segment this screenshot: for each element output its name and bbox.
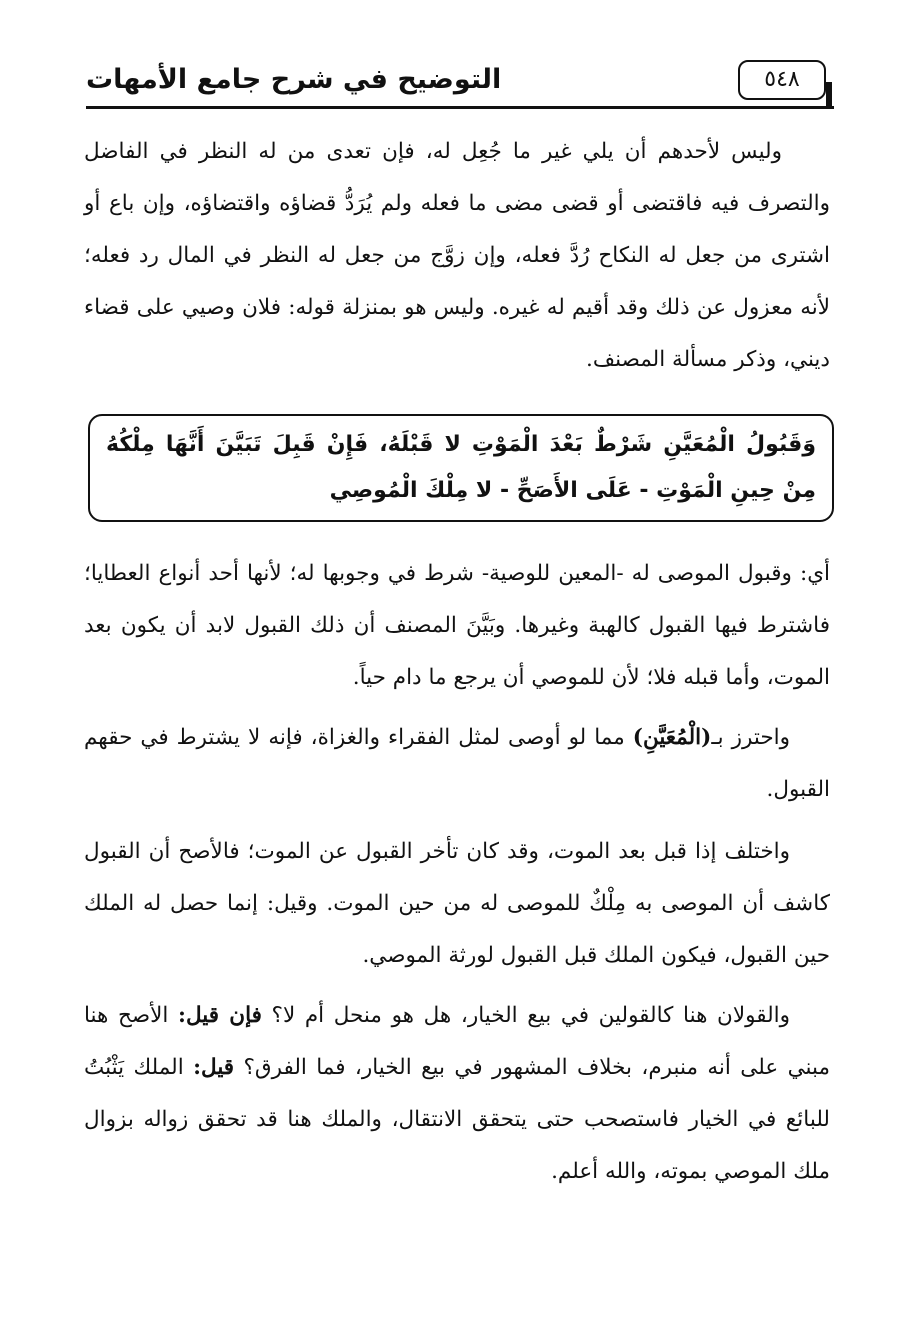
paragraph-5 — [84, 990, 830, 1198]
paragraph-3-lead: واحترز بـ — [711, 725, 790, 750]
paragraph-5-part-c: الملك يَثْبُتُ للبائع في الخيار فاستصحب حتى يتحقق الانتقال، والملك هنا قد تحقق زواله بزوال ملك الموصي بموته، والله أعلم. — [84, 1055, 830, 1184]
page-number-ornament — [826, 82, 832, 106]
matn-box — [88, 414, 834, 522]
answer-marker: قيل: — [193, 1055, 235, 1080]
header-rule — [86, 106, 834, 109]
quoted-term: (الْمُعَيَّنِ) — [632, 725, 712, 750]
paragraph-4: واختلف إذا قبل بعد الموت، وقد كان تأخر القبول عن الموت؛ فالأصح أن القبول كاشف أن الموصى به مِلْكٌ للموصى له من حين الموت. وقيل: إنما حصل له الملك حين القبول، فيكون الملك قبل القبول لورثة الموصي. — [84, 839, 830, 968]
paragraph-5-part-b: الأصح هنا مبني على أنه منبرم، بخلاف المشهور في بيع الخيار، فما الفرق؟ — [84, 1003, 830, 1080]
paragraph-2: أي: وقبول الموصى له -المعين للوصية- شرط في وجوبها له؛ لأنها أحد أنواع العطايا؛ فاشترط فيها القبول كالهبة وغيرها. وبَيَّنَ المصنف أن ذلك القبول لابد أن يكون بعد الموت، وأما قبله فلا؛ لأن للموصي أن يرجع ما دام حياً. — [84, 561, 830, 690]
running-header — [86, 52, 834, 114]
paragraph-3-rest: مما لو أوصى لمثل الفقراء والغزاة، فإنه لا يشترط في حقهم القبول. — [84, 725, 830, 802]
page-number: ٥٤٨ — [738, 60, 826, 100]
paragraph-5-part-a: والقولان هنا كالقولين في بيع الخيار، هل هو منحل أم لا؟ — [261, 1003, 790, 1028]
objection-marker: فإن قيل: — [178, 1003, 262, 1028]
book-title: التوضيح في شرح جامع الأمهات — [86, 64, 502, 95]
matn-text: وَقَبُولُ الْمُعَيَّنِ شَرْطٌ بَعْدَ الْمَوْتِ لا قَبْلَهُ، فَإِنْ قَبِلَ تَبَيَّنَ أَنَّهَا مِلْكُهُ مِنْ حِينِ الْمَوْتِ - عَلَى الأَصَحِّ - لا مِلْكَ الْمُوصِي — [106, 432, 816, 503]
paragraph-1: وليس لأحدهم أن يلي غير ما جُعِل له، فإن تعدى من له النظر في الفاضل والتصرف فيه فاقتضى أو قضى مضى ما فعله ولم يُرَدُّ قضاؤه واقتضاؤه، وإن باع أو اشترى من جعل له النكاح رُدَّ فعله، وإن زوَّج من جعل له النظر في المال رد فعله؛ لأنه معزول عن ذلك وقد أقيم له غيره. وليس هو بمنزلة قوله: فلان وصيي على قضاء ديني، وذكر مسألة المصنف. — [84, 139, 830, 372]
paragraph-3 — [84, 712, 830, 816]
